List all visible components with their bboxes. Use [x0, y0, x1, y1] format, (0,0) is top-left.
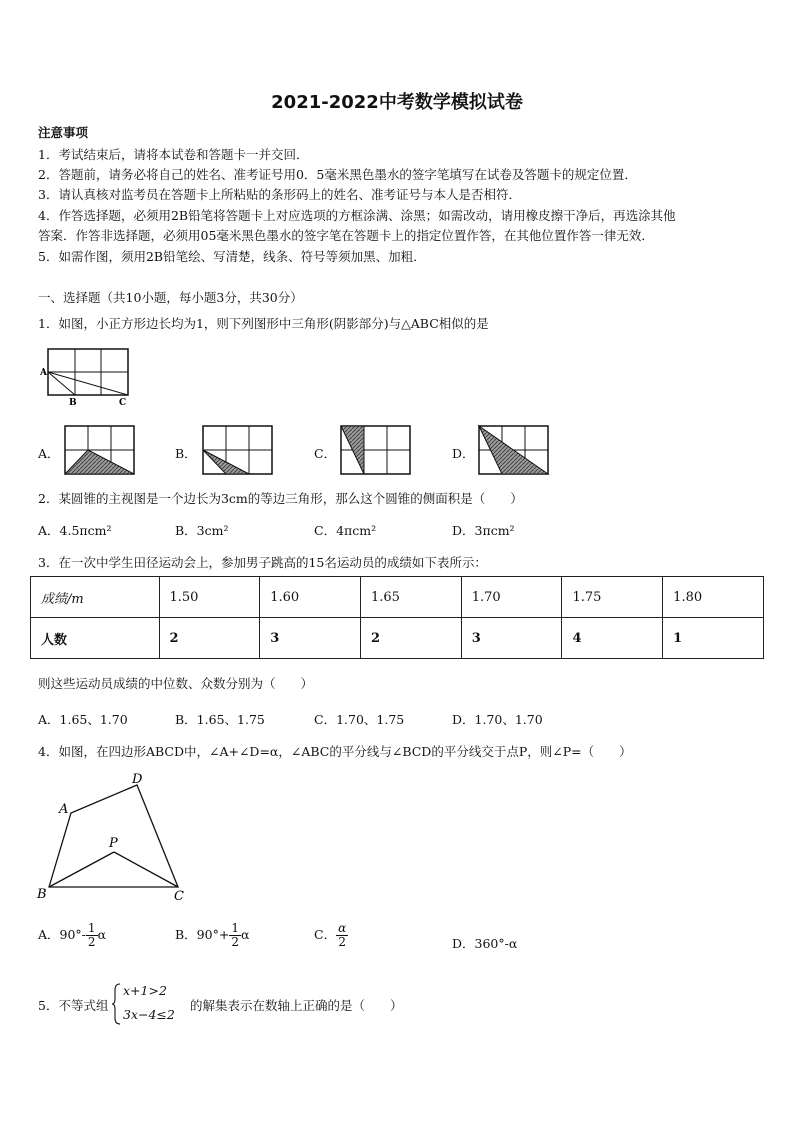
inequality-brace — [112, 982, 122, 1026]
question-5-stem-pre: 5．不等式组 — [38, 998, 109, 1013]
q1-figure-option-c — [340, 425, 412, 477]
table-cell: 1.50 — [159, 577, 260, 618]
q2-option-a[interactable]: A．4.5πcm² — [38, 523, 112, 538]
fig-label: C — [119, 398, 127, 408]
table-cell: 1.60 — [260, 577, 361, 618]
q3-option-a[interactable]: A．1.65、1.70 — [38, 712, 128, 727]
q4-option-b[interactable] — [175, 922, 249, 949]
table-cell: 人数 — [31, 618, 160, 659]
question-1-stem: 1．如图，小正方形边长均为1，则下列图形中三角形(阴影部分)与△ABC相似的是 — [38, 316, 489, 331]
option-text: C． — [314, 927, 337, 942]
page-title: 2021-2022中考数学模拟试卷 — [271, 92, 523, 113]
fraction: $\frac{1}{2}$ — [231, 921, 239, 949]
table-cell: 2 — [159, 618, 260, 659]
table-cell: 1.75 — [562, 577, 663, 618]
q3-option-c[interactable]: C．1.70、1.75 — [314, 712, 405, 727]
table-row — [31, 577, 764, 618]
fraction: $\frac{1}{2}$ — [87, 921, 96, 949]
notice-item: 答案．作答非选择题，必须用05毫米黑色墨水的签字笔在答题卡上的指定位置作答，在其他位置作答一律无效． — [38, 228, 654, 243]
q1-option-d[interactable]: D． — [452, 446, 475, 461]
notice-item: 4．作答选择题，必须用2B铅笔将答题卡上对应选项的方框涂满、涂黑；如需改动，请用橡皮擦干净后，再选涂其他 — [38, 208, 676, 223]
q1-figure-option-b — [202, 425, 274, 477]
notice-item: 1．考试结束后，请将本试卷和答题卡一并交回． — [38, 147, 309, 162]
question-5-stem-post: 的解集表示在数轴上正确的是（ ） — [190, 998, 403, 1013]
q4-option-a[interactable] — [38, 922, 106, 949]
fig-label: D — [132, 772, 143, 787]
q1-figure-abc — [38, 345, 138, 408]
table-cell: 成绩/m — [31, 577, 160, 618]
q3-option-b[interactable]: B．1.65、1.75 — [175, 712, 265, 727]
q4-quadrilateral-figure — [30, 770, 200, 905]
fraction: $\frac{\alpha}{2}$ — [338, 921, 347, 949]
fig-label: C — [174, 889, 184, 904]
q1-option-c[interactable]: C． — [314, 446, 337, 461]
q2-option-b[interactable]: B．3cm² — [175, 523, 229, 538]
option-text: α — [97, 927, 107, 942]
inequality-1: x+1>2 — [123, 983, 167, 998]
q1-option-b[interactable]: B． — [175, 446, 197, 461]
fig-label: P — [109, 836, 118, 851]
table-cell: 3 — [461, 618, 562, 659]
notice-item: 3．请认真核对监考员在答题卡上所粘贴的条形码上的姓名、准考证号与本人是否相符． — [38, 187, 521, 202]
q4-option-d[interactable]: D．360°-α — [452, 936, 518, 951]
notice-item: 2．答题前，请务必将自己的姓名、准考证号用0．5毫米黑色墨水的签字笔填写在试卷及答题卡的规定位置． — [38, 167, 637, 182]
q4-option-c[interactable] — [314, 922, 348, 949]
q2-option-d[interactable]: D．3πcm² — [452, 523, 515, 538]
inequality-2: 3x−4≤2 — [123, 1007, 175, 1022]
question-3-stem: 3．在一次中学生田径运动会上，参加男子跳高的15名运动员的成绩如下表所示： — [38, 555, 487, 570]
table-cell: 4 — [562, 618, 663, 659]
question-2-stem: 2．某圆锥的主视图是一个边长为3cm的等边三角形，那么这个圆锥的侧面积是（ ） — [38, 491, 523, 506]
option-text: α — [240, 927, 250, 942]
fig-label: A — [40, 368, 47, 378]
q1-figure-option-a — [64, 425, 136, 477]
table-row — [31, 618, 764, 659]
option-text: A．90°- — [38, 927, 86, 942]
score-table — [30, 576, 764, 659]
question-4-stem: 4．如图，在四边形ABCD中，∠A+∠D=α，∠ABC的平分线与∠BCD的平分线交于点P，则∠P=（ ） — [38, 744, 632, 759]
notice-item: 5．如需作图，须用2B铅笔绘、写清楚，线条、符号等须加黑、加粗． — [38, 249, 426, 264]
table-cell: 1.80 — [663, 577, 764, 618]
q1-figure-option-d — [478, 425, 550, 477]
fig-label: B — [69, 398, 77, 408]
table-cell: 1.70 — [461, 577, 562, 618]
table-cell: 3 — [260, 618, 361, 659]
notice-heading: 注意事项 — [38, 125, 89, 140]
fig-label: B — [37, 887, 47, 902]
fig-label: A — [59, 802, 69, 817]
q2-option-c[interactable]: C．4πcm² — [314, 523, 377, 538]
q3-option-d[interactable]: D．1.70、1.70 — [452, 712, 543, 727]
section-heading: 一、选择题（共10小题，每小题3分，共30分） — [38, 290, 303, 305]
question-3-ask: 则这些运动员成绩的中位数、众数分别为（ ） — [38, 676, 314, 691]
q1-option-a[interactable]: A． — [38, 446, 60, 461]
option-text: B．90°+ — [175, 927, 230, 942]
table-cell: 1 — [663, 618, 764, 659]
table-cell: 2 — [360, 618, 461, 659]
table-cell: 1.65 — [360, 577, 461, 618]
